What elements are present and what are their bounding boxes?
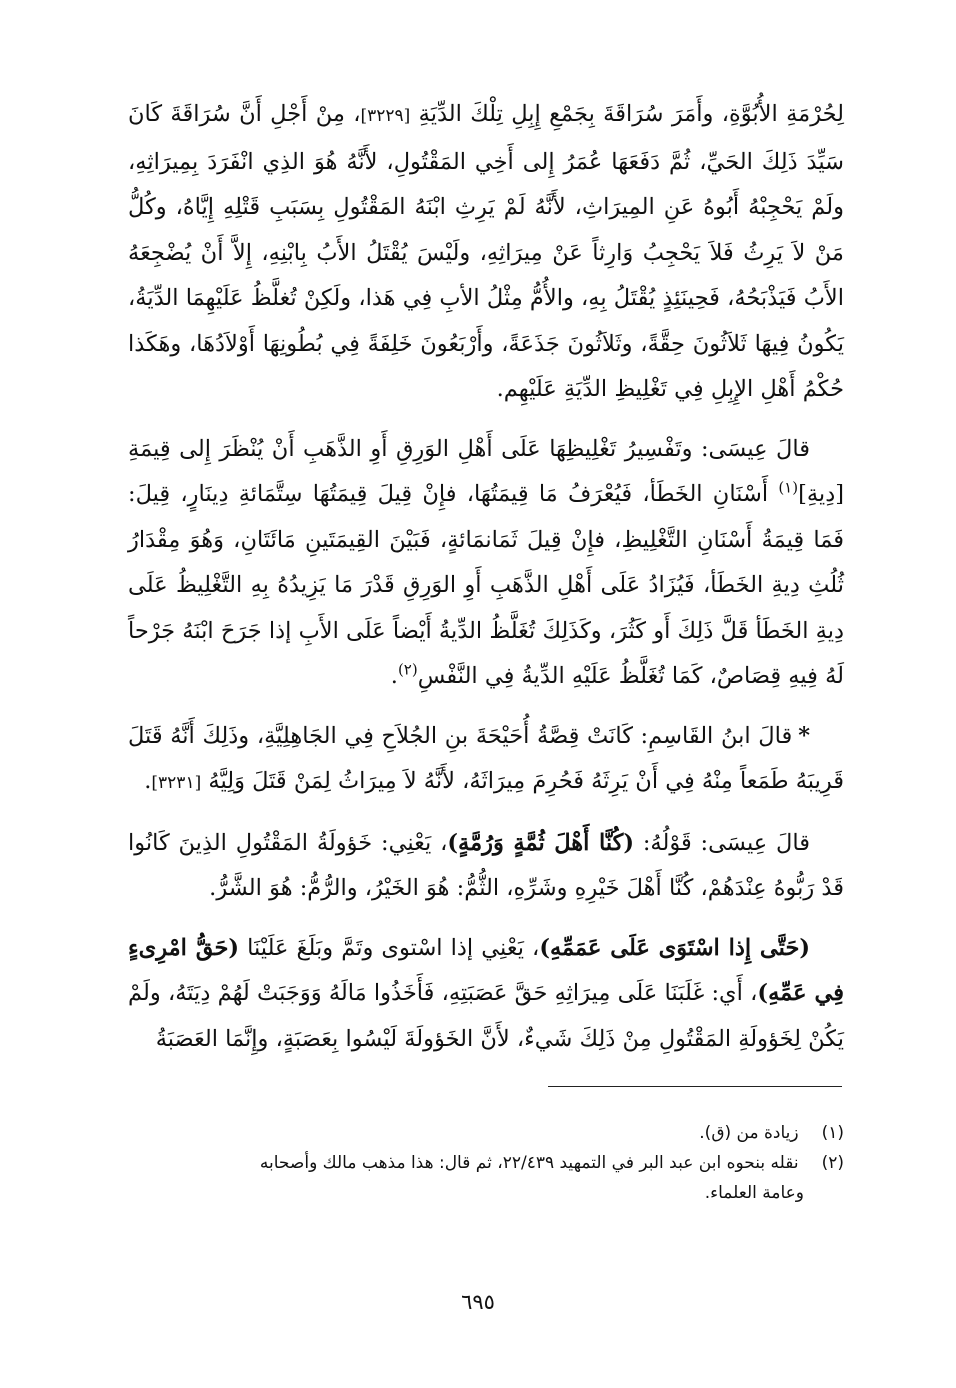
footnote-1 <box>128 1118 844 1148</box>
footnote-text: زيادة من (ق). <box>699 1123 799 1143</box>
paragraph-text: ، مِنْ أَجْلِ أَنَّ سُرَاقَةَ كَانَ سَيِّدَ ذَلِكَ الحَيِّ، ثُمَّ دَفَعَهَا عُمَرُ إِلى أَخِي المَقْتُولِ، لأَنَّهُ هُوَ الذِي انْفَرَدَ بِمِيرَاثِهِ، ولَمْ يَحْجِبْهُ أَبُوهُ عَنِ المِيرَاثِ، لأَنَّهُ لَمْ يَرِثِ ابْنَهُ المَقْتُولِ بِسَبَبِ قَتْلِهِ إِيَّاهُ، وكُلُّ مَنْ لاَ يَرِثُ فَلاَ يَحْجِبُ وَارِثاً عَنْ مِيرَاثِهِ، ولَيْسَ يُقْتَلُ الأَبُ بِابْنِهِ، إِلاَّ أَنْ يُضْجِعَهُ الأَبُ فَيَذْبَحُهُ، فَحِينَئِذٍ يُقْتَلُ بِهِ، والأُمُّ مِثْلُ الأبِ فِي هَذا، ولَكِنْ تُغلَّظُ عَلَيْهِمَا الدِّيَةُ، يَكُونُ فِيهَا ثَلاَثُونَ حِقَّةً، وثَلاَثُونَ جَذَعَةً، وأَرْبَعُونَ خَلِفَةً فِي بُطُونِهَا أَوْلاَدُهَا، وهَكَذا حُكْمُ أَهْلِ الإِبِلِ فِي تَغْلِيظِ الدِّيَةِ عَلَيْهِم. <box>128 101 844 402</box>
paragraph-text: لِحُرْمَةِ الأُبُوَّةِ، وأَمَرَ سُرَاقَةَ بِجَمْعِ إِبِلِ تِلْكَ الدِّيَةِ <box>418 101 844 127</box>
footnote-2-continuation <box>128 1178 844 1208</box>
hadith-reference: [٣٢٢٩] <box>360 106 411 126</box>
paragraph-end: . <box>390 663 398 689</box>
paragraph-4 <box>128 821 844 912</box>
paragraph-3 <box>128 714 844 807</box>
paragraph-text: قالَ عِيسَى: وتَفْسِيرُ تَغْلِيظِهَا عَلَى أَهْلِ الوَرِقِ أَوِ الذَّهَبِ أَنْ يُنْظَرَ إِلى قِيمَةِ [دِيةِ] <box>128 435 844 507</box>
paragraph-text: قالَ عِيسَى: قَوْلُهُ: <box>642 829 810 856</box>
paragraph-2 <box>128 427 844 700</box>
paragraph-text: ، يَعْنِي: خَؤولَةُ المَقْتُولِ الذِينَ كَانُوا قَدْ رَبُّوهُ عِنْدَهُمْ، كُنَّا أَهْلَ خَيْرِهِ وشَرِّهِ، الثُّمُّ: هُوَ الخَيْرُ، والرُّمُّ: هُوَ الشَّرُّ. <box>128 829 844 901</box>
paragraph-text: ، يَعْنِي إذا اسْتوى وتَمَّ وبَلَغَ عَلَيْنَا <box>247 934 540 961</box>
hadith-reference: [٣٢٣١] <box>151 773 202 793</box>
footnote-number: (٢) <box>821 1153 844 1173</box>
paragraph-5 <box>128 926 844 1063</box>
paragraph-1 <box>128 92 844 413</box>
footnote-marker: (١) <box>778 478 799 497</box>
footnote-number: (١) <box>821 1123 844 1143</box>
footnotes <box>128 1118 844 1208</box>
footnote-text: نقله بنحوه ابن عبد البر في التمهيد ٢٢/٤٣٩، ثم قال: هذا مذهب مالك وأصحابه <box>259 1153 799 1173</box>
quoted-phrase: (حَقُّ امْرِىءٍ فِي عَمِّهِ) <box>128 934 845 1006</box>
paragraph-text: ، أَي: غَلَبَنَا عَلَى مِيرَاثِهِ حَقَّ عَصَبَتِهِ، فَأَخَذُوا مَالَهُ وَوَجَبَتْ لَهُمْ دِيَتَهُ، ولَمْ يَكُنْ لِخَؤولَةِ المَقْتُولِ مِنْ ذَلِكَ شَيءٌ، لأَنَّ الخَؤولَةَ لَيْسُوا بِعَصَبَةٍ، وإِنَّمَا العَصَبَةُ <box>128 980 844 1052</box>
quoted-phrase: (حَتَّى إِذا اسْتَوَى عَلَى عَمَمِّهِ) <box>539 934 811 961</box>
paragraph-text: قالَ ابنُ القَاسِمِ: كَانَتْ قِصَّةُ أُحَيْحَةَ بنِ الجُلاَحِ فِي الجَاهِلِيَّةِ، وذَلِكَ أَنَّهُ قَتَلَ قَرِيبَهُ طَمَعاً مِنْهُ فِي أَنْ يَرِثَهُ فَحُرِمَ مِيرَاثَهُ، لأَنَّهُ لاَ مِيرَاثُ لِمَنْ قَتَلَ وَلِيَّهُ <box>128 722 844 794</box>
star-marker: * <box>798 722 810 749</box>
footnote-marker: (٢) <box>397 660 418 679</box>
page-number: ٦٩٥ <box>461 1290 495 1314</box>
quoted-phrase: (كُنَّا أَهْلَ ثُمَّةٍ وَرُمَّةٍ) <box>447 829 634 856</box>
paragraph-end: . <box>144 768 152 794</box>
main-text <box>128 92 844 1076</box>
footnote-text: وعامة العلماء. <box>704 1183 804 1203</box>
footnote-2 <box>128 1148 844 1178</box>
footnote-divider <box>548 1086 842 1087</box>
paragraph-text: أَسْنَانِ الخَطَأ، فَيُعْرَفُ مَا قِيمَتُهَا، فإِنْ قِيلَ قِيمَتُهَا سِتَّمَائةِ دِينَارٍ، قِيلَ: فَمَا قِيمَةُ أَسْنَانِ التَّغْلِيظِ، فإِنْ قِيلَ ثَمَانمَائةٍ، فَبَيْنَ القِيمَتَينِ مَائَتَانِ، وَهُوَ مِقْدَارُ ثُلُثِ دِيةِ الخَطَأ، فَيُزَادُ عَلَى أَهْلِ الذَّهَبِ أَوِ الوَرِقِ قَدْرَ مَا يَزِيدُهُ بِهِ التَّغْلِيظُ عَلَى دِيةِ الخَطَأ قَلَّ ذَلِكَ أَو كَثُرَ، وكَذَلِكَ تُغَلَّظُ الدِّيةُ أَيْضاً عَلَى الأَبِ إذا جَرَحَ ابْنَهُ جَرْحاً لَهُ فِيهِ قِصَاصٌ، كَمَا تُغَلَّظُ عَلَيْهِ الدِّيةُ فِي النَّفْسِ <box>128 481 844 689</box>
